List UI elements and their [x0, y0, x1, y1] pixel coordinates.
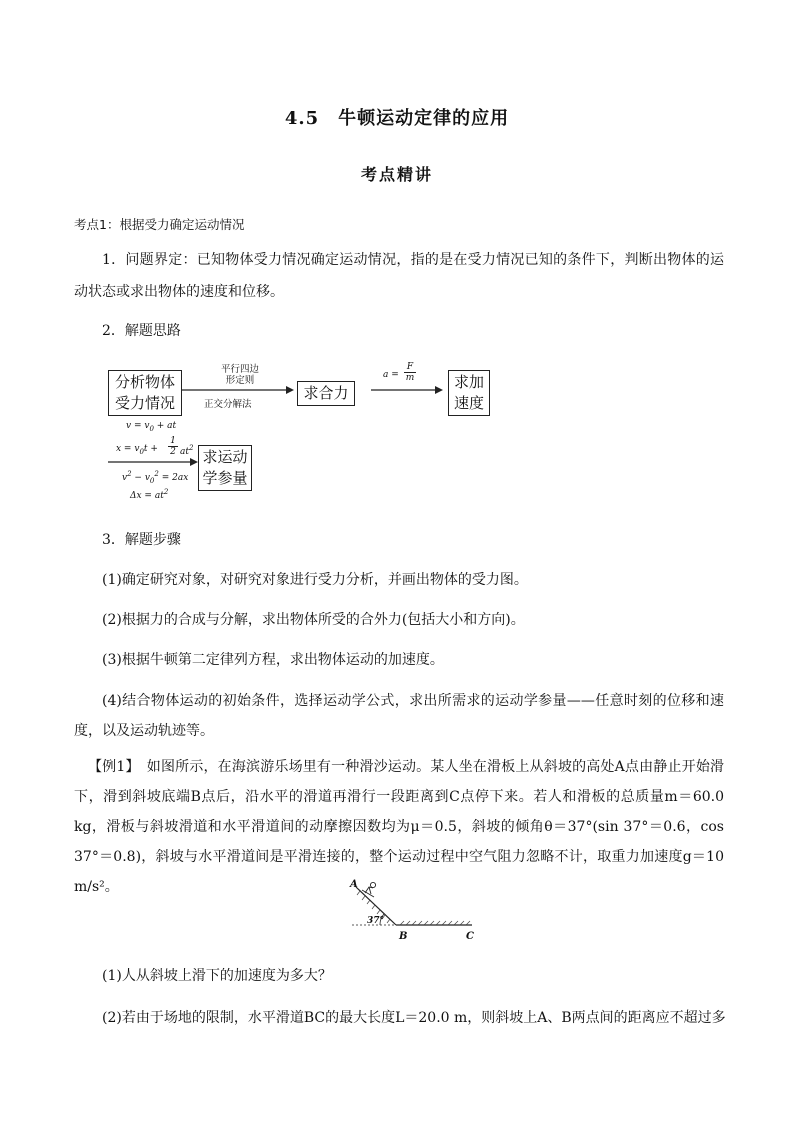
box-acceleration: 求加 速度 [448, 370, 490, 416]
label-c: C [466, 931, 474, 942]
step-1: (1)确定研究对象，对研究对象进行受力分析，并画出物体的受力图。 [102, 572, 528, 588]
kaodian-heading: 考点1：根据受力确定运动情况 [74, 217, 245, 232]
label-angle: 37° [367, 916, 385, 926]
box-kinematic-params: 求运动 学参量 [198, 445, 252, 491]
box-net-force: 求合力 [297, 381, 355, 406]
step-3: (3)根据牛顿第二定律列方程，求出物体运动的加速度。 [102, 652, 444, 668]
arrow1-top-label: 平行四边 形定则 [220, 364, 259, 386]
page-title: 4.5 牛顿运动定律的应用 [284, 108, 510, 129]
formula-displacement: $x = v_0t$ + [116, 444, 158, 456]
label-b: B [399, 931, 408, 942]
step-2: (2)根据力的合成与分解，求出物体所受的合外力(包括大小和方向)。 [102, 612, 525, 628]
question-1: (1)人从斜坡上滑下的加速度为多大？ [102, 968, 332, 984]
formula-velocity: $v = v_0$ + at [126, 421, 177, 433]
formula-displacement-tail: $at^2$ [180, 444, 194, 457]
arrow2-formula: a = [383, 370, 399, 380]
step-4: (4)结合物体运动的初始条件，选择运动学公式，求出所需求的运动学参量——任意时刻的位移和速度，以及运动轨迹等。 [74, 693, 724, 739]
section-subtitle: 考点精讲 [360, 165, 433, 184]
arrow-right-icon [371, 384, 443, 396]
arrow-right-icon [182, 384, 294, 396]
formula-delta-x: $\Delta x = at^2$ [130, 488, 169, 501]
paragraph-problem-definition: 1．问题界定：已知物体受力情况确定运动情况，指的是在受力情况已知的条件下，判断出物体的运动状态或求出物体的速度和位移。 [74, 252, 724, 300]
arrow1-bottom-label: 正交分解法 [204, 399, 252, 410]
box-force-analysis [108, 370, 182, 416]
label-a: A [350, 879, 358, 890]
formula-half-fraction: 1 2 [168, 436, 178, 457]
formula-velocity-squared: $v^2 - v_0^2 = 2ax$ [122, 470, 189, 485]
heading-solution-steps: 3．解题步骤 [102, 532, 181, 548]
arrow-right-icon [108, 456, 198, 468]
heading-solution-approach: 2．解题思路 [102, 323, 181, 339]
question-2: (2)若由于场地的限制，水平滑道BC的最大长度L＝20.0 m，则斜坡上A、B两点间的距离应不超过多 [102, 1010, 726, 1026]
arrow2-fraction: F m [405, 362, 415, 383]
example-1-text: 【例1】 如图所示，在海滨游乐场里有一种滑沙运动。某人坐在滑板上从斜坡的高处A点由静止开始滑下，滑到斜坡底端B点后，沿水平的滑道再滑行一段距离到C点停下来。若人和滑板的总质量m＝60.0 kg，滑板与斜坡滑道和水平滑道间的动摩擦因数均为μ＝0.5，斜坡的倾角θ＝37°(sin 37°＝0.6，cos 37°＝0.8)，斜坡与水平滑道间是平滑连接的，整个运动过程中空气阻力忽略不计，取重力加速度g＝10 m/s²。 [74, 759, 724, 895]
box-force-analysis-line1: 分析物体 [114, 373, 175, 391]
box-force-analysis-line2: 受力情况 [114, 394, 175, 412]
